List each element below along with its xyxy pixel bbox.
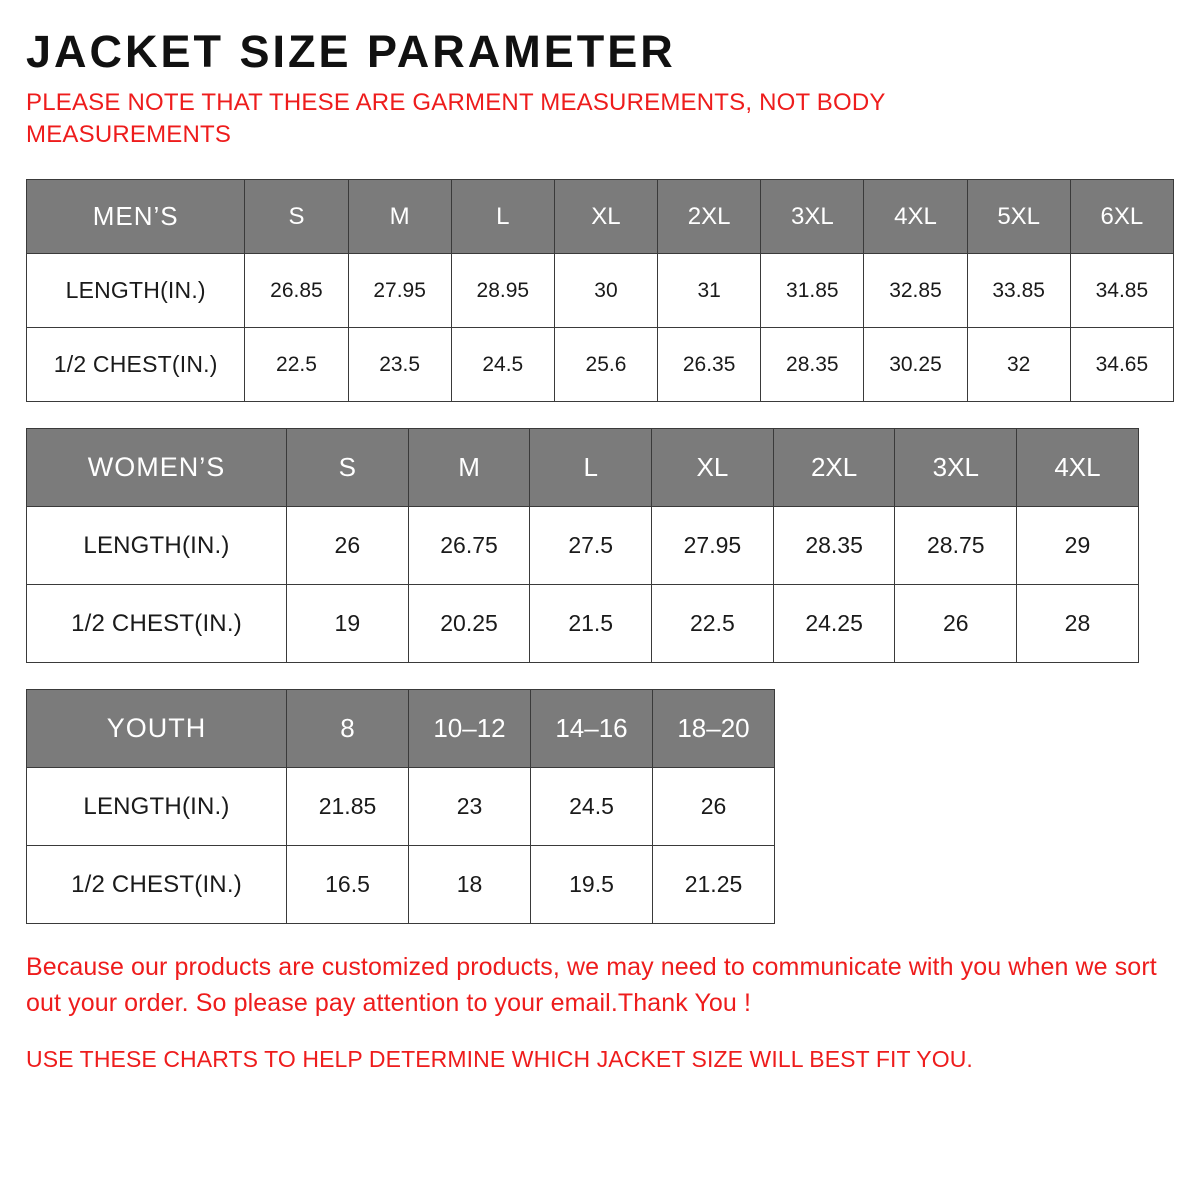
size-header: 6XL (1070, 180, 1173, 254)
table-row (27, 254, 1174, 328)
size-header: 18–20 (653, 690, 775, 768)
cell-value: 34.85 (1070, 254, 1173, 328)
youth-size-table (26, 689, 775, 924)
cell-value: 33.85 (967, 254, 1070, 328)
cell-value: 16.5 (287, 846, 409, 924)
cell-value: 24.25 (773, 585, 895, 663)
cell-value: 31 (658, 254, 761, 328)
table-row (27, 585, 1139, 663)
mens-size-table (26, 179, 1174, 402)
cell-value: 28 (1017, 585, 1139, 663)
cell-value: 32.85 (864, 254, 967, 328)
table-row (27, 507, 1139, 585)
size-header: 2XL (773, 429, 895, 507)
size-header: 5XL (967, 180, 1070, 254)
footer-notes (26, 950, 1174, 1076)
cell-value: 31.85 (761, 254, 864, 328)
womens-size-table (26, 428, 1139, 663)
cell-value: 28.75 (895, 507, 1017, 585)
row-label-length: LENGTH(IN.) (27, 254, 245, 328)
cell-value: 22.5 (245, 328, 348, 402)
cell-value: 28.35 (761, 328, 864, 402)
cell-value: 26.85 (245, 254, 348, 328)
cell-value: 21.5 (530, 585, 652, 663)
size-header: 8 (287, 690, 409, 768)
size-header: M (408, 429, 530, 507)
cell-value: 26.75 (408, 507, 530, 585)
table-row (27, 328, 1174, 402)
size-header: XL (652, 429, 774, 507)
cell-value: 30 (554, 254, 657, 328)
group-label-mens: MEN’S (27, 180, 245, 254)
cell-value: 23 (409, 768, 531, 846)
cell-value: 21.85 (287, 768, 409, 846)
size-header: 2XL (658, 180, 761, 254)
cell-value: 28.35 (773, 507, 895, 585)
size-header: L (530, 429, 652, 507)
cell-value: 28.95 (451, 254, 554, 328)
table-row (27, 846, 775, 924)
cell-value: 26 (287, 507, 409, 585)
size-header: S (245, 180, 348, 254)
cell-value: 30.25 (864, 328, 967, 402)
size-header: 4XL (1017, 429, 1139, 507)
cell-value: 34.65 (1070, 328, 1173, 402)
footer-paragraph: Because our products are customized products, we may need to communicate with you when we sort out your order. So please pay attention to your email.Thank You ! (26, 953, 1157, 1017)
cell-value: 21.25 (653, 846, 775, 924)
size-header: 14–16 (531, 690, 653, 768)
size-header: M (348, 180, 451, 254)
group-label-youth: YOUTH (27, 690, 287, 768)
row-label-chest: 1/2 CHEST(IN.) (27, 846, 287, 924)
cell-value: 19 (287, 585, 409, 663)
row-label-chest: 1/2 CHEST(IN.) (27, 585, 287, 663)
cell-value: 25.6 (554, 328, 657, 402)
size-header: 3XL (761, 180, 864, 254)
cell-value: 27.95 (652, 507, 774, 585)
measurement-note: PLEASE NOTE THAT THESE ARE GARMENT MEASUREMENTS, NOT BODY MEASUREMENTS (26, 88, 886, 148)
table-header-row (27, 180, 1174, 254)
table-header-row (27, 690, 775, 768)
cell-value: 29 (1017, 507, 1139, 585)
cell-value: 20.25 (408, 585, 530, 663)
cell-value: 18 (409, 846, 531, 924)
cell-value: 22.5 (652, 585, 774, 663)
cell-value: 32 (967, 328, 1070, 402)
cell-value: 26.35 (658, 328, 761, 402)
cell-value: 26 (653, 768, 775, 846)
row-label-length: LENGTH(IN.) (27, 768, 287, 846)
size-header: 3XL (895, 429, 1017, 507)
cell-value: 19.5 (531, 846, 653, 924)
cell-value: 27.95 (348, 254, 451, 328)
size-header: XL (554, 180, 657, 254)
group-label-womens: WOMEN’S (27, 429, 287, 507)
row-label-length: LENGTH(IN.) (27, 507, 287, 585)
page-title: JACKET SIZE PARAMETER (26, 26, 676, 77)
cell-value: 24.5 (451, 328, 554, 402)
footer-last-line: USE THESE CHARTS TO HELP DETERMINE WHICH JACKET SIZE WILL BEST FIT YOU. (26, 1046, 973, 1073)
row-label-chest: 1/2 CHEST(IN.) (27, 328, 245, 402)
table-row (27, 768, 775, 846)
size-header: 4XL (864, 180, 967, 254)
size-header: 10–12 (409, 690, 531, 768)
size-header: S (287, 429, 409, 507)
cell-value: 23.5 (348, 328, 451, 402)
table-header-row (27, 429, 1139, 507)
cell-value: 24.5 (531, 768, 653, 846)
size-header: L (451, 180, 554, 254)
cell-value: 27.5 (530, 507, 652, 585)
cell-value: 26 (895, 585, 1017, 663)
